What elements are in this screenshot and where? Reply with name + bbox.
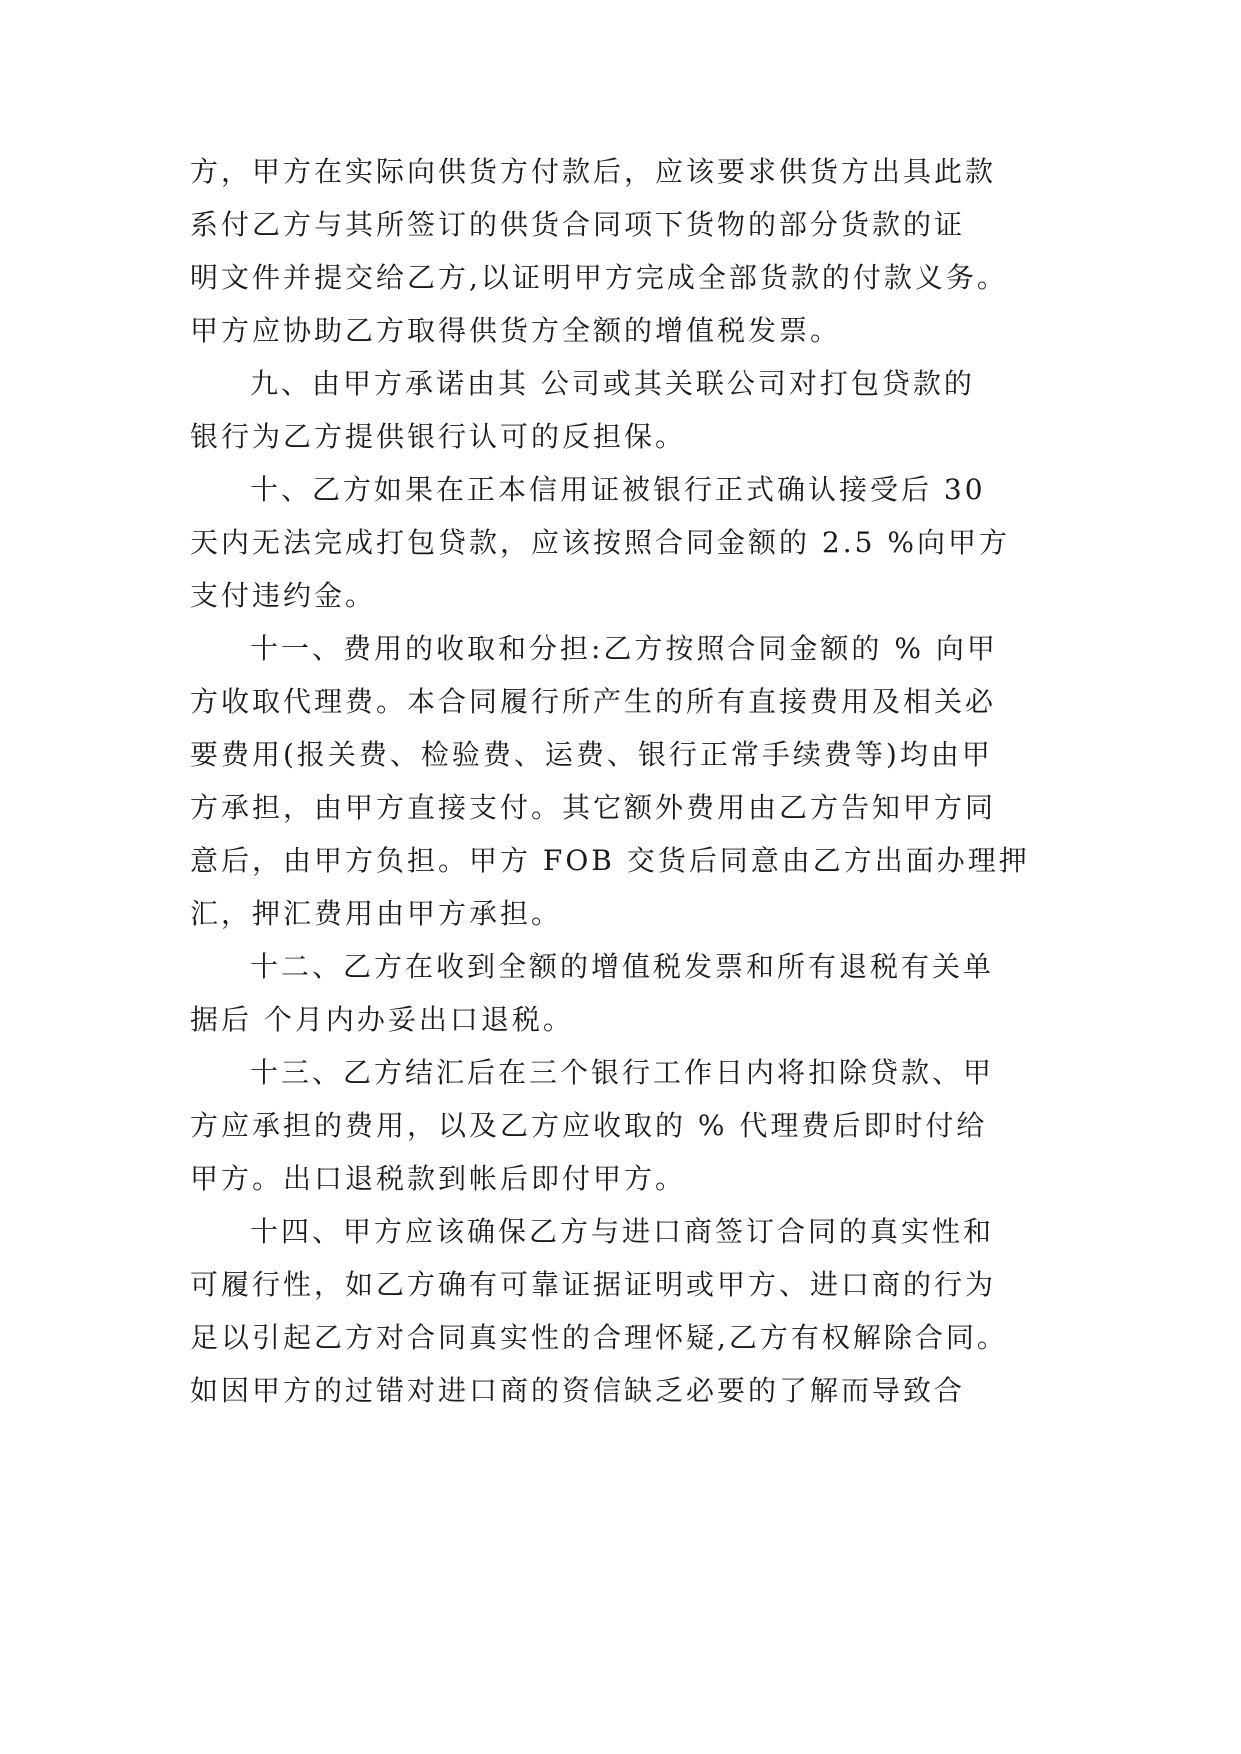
text-line: 足以引起乙方对合同真实性的合理怀疑,乙方有权解除合同。: [190, 1321, 1008, 1354]
text-line: 系付乙方与其所签订的供货合同项下货物的部分货款的证: [190, 208, 966, 241]
text-line: 银行为乙方提供银行认可的反担保。: [190, 420, 687, 453]
text-line: 十二、乙方在收到全额的增值税发票和所有退税有关单: [250, 950, 995, 983]
text-line: 可履行性，如乙方确有可靠证据证明或甲方、进口商的行为: [190, 1268, 997, 1301]
text-line: 十三、乙方结汇后在三个银行工作日内将扣除贷款、甲: [250, 1056, 995, 1089]
text-line: 天内无法完成打包贷款，应该按照合同金额的 2.5 %向甲方: [190, 526, 1010, 559]
text-line: 方，甲方在实际向供货方付款后，应该要求供货方出具此款: [190, 155, 997, 188]
text-line: 九、由甲方承诺由其 公司或其关联公司对打包贷款的: [250, 367, 975, 400]
text-line: 方应承担的费用，以及乙方应收取的 % 代理费后即时付给: [190, 1109, 988, 1142]
text-line: 方收取代理费。本合同履行所产生的所有直接费用及相关必: [190, 685, 997, 718]
text-line: 明文件并提交给乙方,以证明甲方完成全部货款的付款义务。: [190, 261, 1008, 294]
text-line: 甲方应协助乙方取得供货方全额的增值税发票。: [190, 314, 842, 347]
text-line: 甲方。出口退税款到帐后即付甲方。: [190, 1162, 687, 1195]
text-line: 十四、甲方应该确保乙方与进口商签订合同的真实性和: [250, 1215, 995, 1248]
text-line: 据后 个月内办妥出口退税。: [190, 1003, 574, 1036]
text-line: 十一、费用的收取和分担:乙方按照合同金额的 % 向甲: [250, 632, 998, 665]
text-line: 如因甲方的过错对进口商的资信缺乏必要的了解而导致合: [190, 1374, 966, 1407]
text-line: 方承担，由甲方直接支付。其它额外费用由乙方告知甲方同: [190, 791, 997, 824]
text-line: 要费用(报关费、检验费、运费、银行正常手续费等)均由甲: [190, 738, 993, 771]
text-line: 十、乙方如果在正本信用证被银行正式确认接受后 30: [250, 473, 986, 506]
text-line: 意后，由甲方负担。甲方 FOB 交货后同意由乙方出面办理押: [190, 844, 1030, 877]
text-line: 支付违约金。: [190, 579, 377, 612]
text-line: 汇，押汇费用由甲方承担。: [190, 897, 563, 930]
